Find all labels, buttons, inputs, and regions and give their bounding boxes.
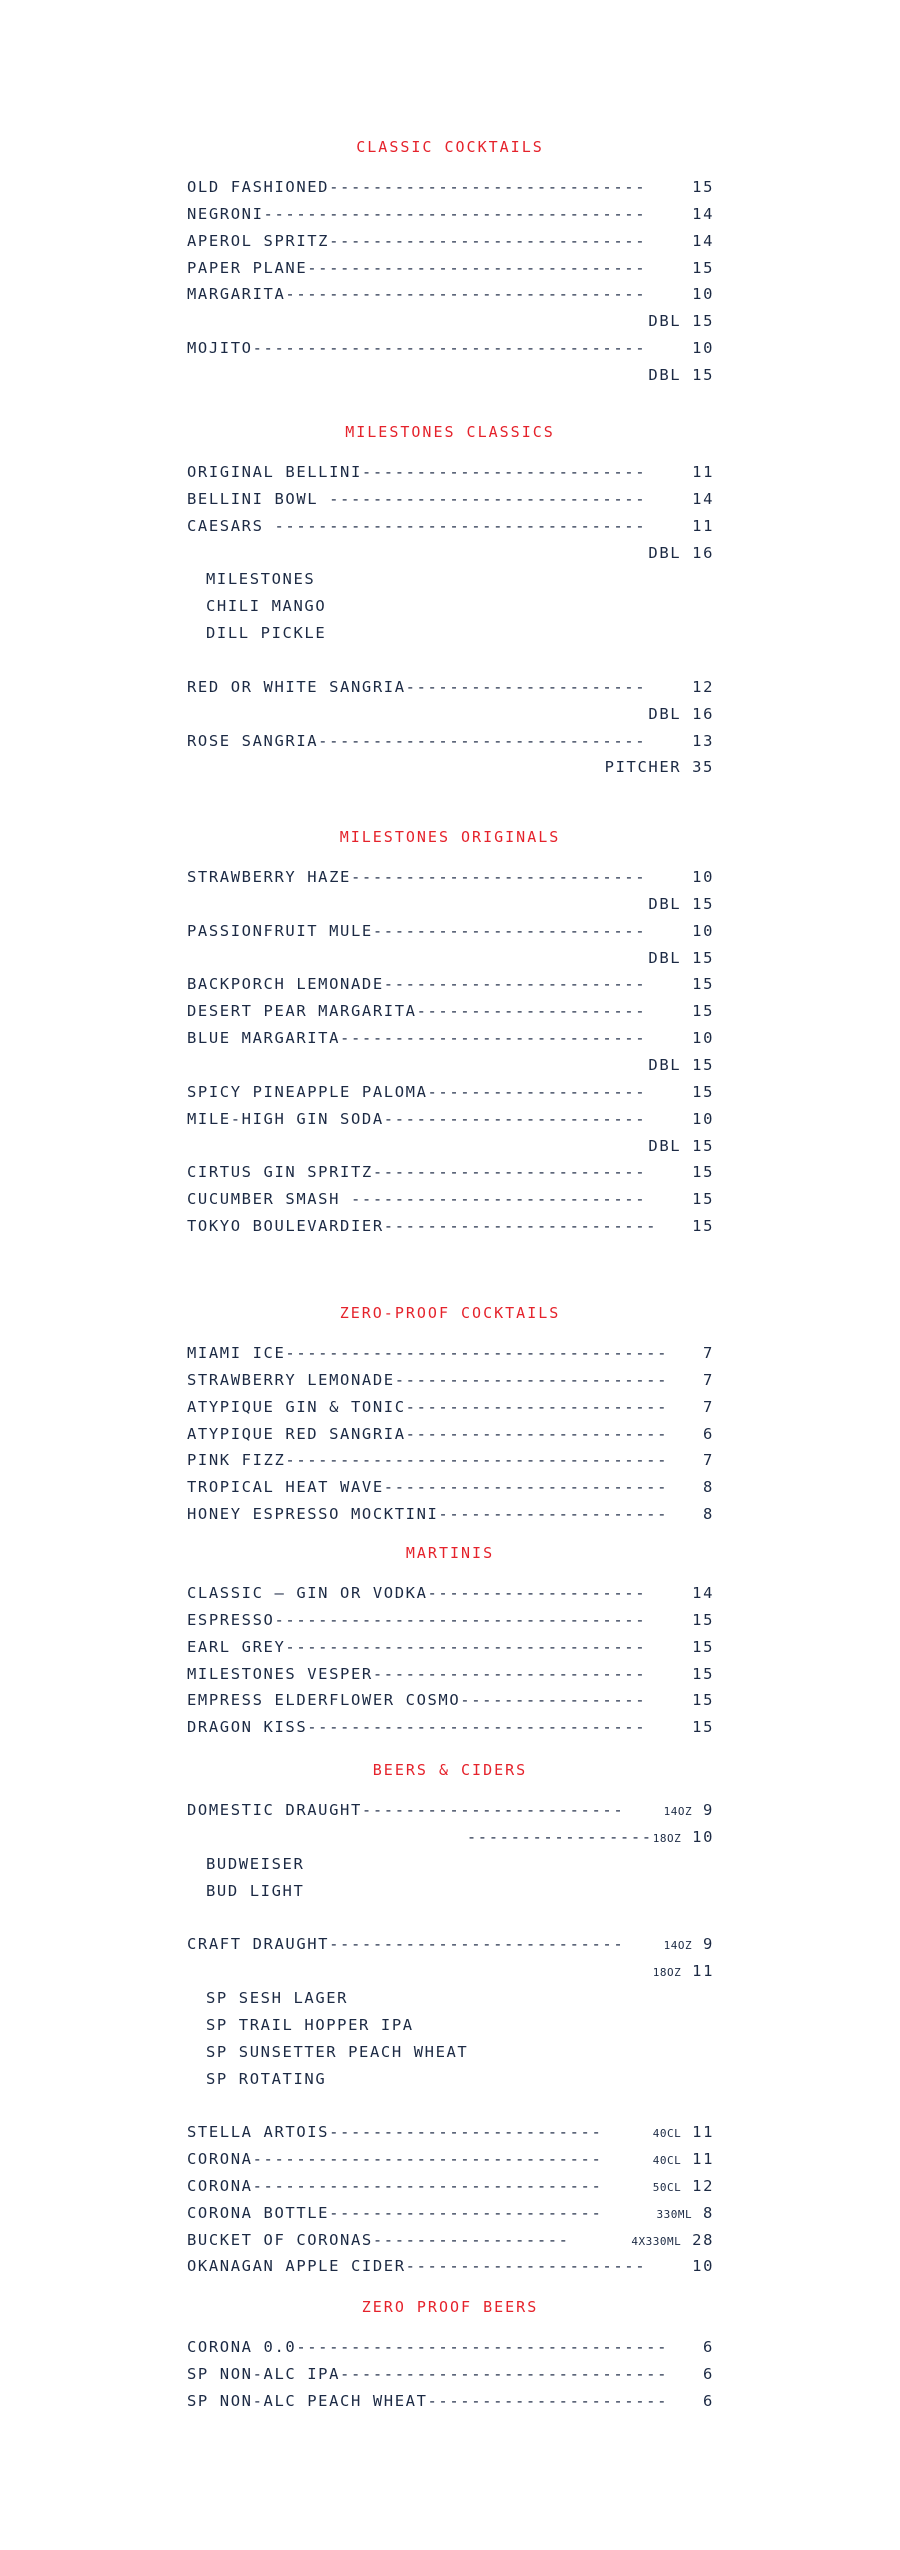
price-variant: PITCHER 35	[604, 758, 714, 777]
menu-item	[187, 677, 714, 697]
serving-size: 50CL	[652, 2180, 682, 2194]
menu-item	[187, 2337, 714, 2357]
item-name: CUCUMBER SMASH ---------------------------	[187, 1190, 647, 1209]
item-price: 8	[692, 1505, 714, 1524]
item-price: 6	[692, 2391, 714, 2410]
item-price: 15	[681, 1082, 714, 1101]
menu-item	[187, 231, 714, 251]
item-name: BELLINI BOWL -----------------------------	[187, 489, 647, 508]
item-price: 15	[681, 1163, 714, 1182]
item-name: RED OR WHITE SANGRIA----------------------	[187, 677, 647, 696]
item-price: 15	[681, 1691, 714, 1710]
item-name: SP NON-ALC IPA------------------------------	[187, 2364, 668, 2383]
menu-item	[187, 204, 714, 224]
price-variant: 18OZ 11	[652, 1962, 714, 1981]
item-name: ORIGINAL BELLINI--------------------------	[187, 463, 647, 481]
price-variant: DBL 15	[648, 948, 714, 967]
menu-item	[187, 867, 714, 887]
item-price: 15	[681, 1664, 714, 1683]
item-price: 50CL 12	[652, 2176, 714, 2195]
sub-item: DILL PICKLE	[206, 624, 327, 643]
menu-item	[187, 1504, 714, 1524]
price-variant: DBL 15	[648, 1055, 714, 1074]
menu-item	[187, 1343, 714, 1363]
price-variant: DBL 15	[648, 312, 714, 331]
serving-size: 330ML	[656, 2207, 693, 2221]
menu-item	[187, 731, 714, 751]
menu-item	[187, 1028, 714, 1048]
price-variant: -----------------18OZ 10	[466, 1827, 714, 1846]
item-price: 6	[692, 1424, 714, 1443]
menu-item	[187, 1189, 714, 1209]
item-price: 10	[681, 921, 714, 940]
serving-size: 14OZ	[663, 1805, 693, 1818]
item-price: 7	[692, 1344, 714, 1362]
item-price: 14OZ 9	[663, 1801, 714, 1819]
menu-item	[187, 2203, 714, 2223]
item-name: DESERT PEAR MARGARITA---------------------	[187, 1002, 647, 1021]
menu-item	[187, 2256, 714, 2276]
item-price: 10	[681, 1109, 714, 1128]
menu-item	[187, 462, 714, 482]
item-name: ATYPIQUE RED SANGRIA------------------------	[187, 1424, 668, 1443]
item-name: MILE-HIGH GIN SODA------------------------	[187, 1109, 647, 1128]
serving-size: 4X330ML	[631, 2234, 682, 2248]
menu-item	[187, 1162, 714, 1182]
section-heading: ZERO PROOF BEERS	[361, 2298, 539, 2316]
price-variant: DBL 15	[648, 365, 714, 384]
item-price: 15	[681, 1718, 714, 1737]
item-name: TOKYO BOULEVARDIER-------------------------	[187, 1217, 658, 1236]
serving-size: 18OZ	[652, 1831, 682, 1845]
sub-item: SP SUNSETTER PEACH WHEAT	[206, 2042, 469, 2061]
menu-item	[187, 1637, 714, 1657]
item-price: 15	[681, 1217, 714, 1236]
item-name: OKANAGAN APPLE CIDER----------------------	[187, 2257, 647, 2276]
item-name: EARL GREY---------------------------------	[187, 1637, 647, 1656]
menu-item	[187, 974, 714, 994]
item-name: OLD FASHIONED-----------------------------	[187, 178, 647, 196]
menu-item	[187, 1664, 714, 1684]
item-name: MILESTONES VESPER-------------------------	[187, 1664, 647, 1683]
menu-item	[187, 1934, 714, 1954]
item-name: MOJITO------------------------------------	[187, 339, 647, 358]
item-name: PAPER PLANE-------------------------------	[187, 258, 647, 277]
item-price: 14	[681, 204, 714, 223]
item-price: 15	[681, 258, 714, 277]
menu-item	[187, 2364, 714, 2384]
item-name: CORONA--------------------------------	[187, 2176, 614, 2195]
serving-size: 18OZ	[652, 1966, 682, 1980]
sub-item: SP SESH LAGER	[206, 1988, 349, 2007]
sub-item: SP ROTATING	[206, 2069, 327, 2088]
section-heading: CLASSIC COCKTAILS	[356, 138, 544, 156]
item-price: 14	[681, 489, 714, 508]
item-price: 7	[692, 1451, 714, 1470]
price-variant: DBL 15	[648, 894, 714, 913]
item-price: 8	[692, 1478, 714, 1497]
item-price: 15	[681, 1002, 714, 1021]
menu-item	[187, 1690, 714, 1710]
menu-item	[187, 2391, 714, 2411]
menu-item	[187, 1450, 714, 1470]
item-name: BUCKET OF CORONAS------------------	[187, 2230, 581, 2249]
menu-item	[187, 1370, 714, 1390]
item-price: 40CL 11	[652, 2123, 714, 2142]
price-variant: DBL 16	[648, 704, 714, 723]
menu-item	[187, 1082, 714, 1102]
item-name: STRAWBERRY HAZE---------------------------	[187, 868, 647, 886]
item-price: 4X330ML 28	[631, 2230, 714, 2249]
item-price: 14	[681, 231, 714, 250]
serving-size: 40CL	[652, 2127, 682, 2141]
item-price: 13	[681, 731, 714, 750]
section-heading: ZERO-PROOF COCKTAILS	[339, 1304, 561, 1322]
item-price: 6	[692, 2338, 714, 2356]
menu-item	[187, 921, 714, 941]
menu-item	[187, 284, 714, 304]
menu-item	[187, 2122, 714, 2142]
section-heading: MILESTONES ORIGINALS	[339, 828, 561, 846]
price-variant: DBL 15	[648, 1136, 714, 1155]
menu-item	[187, 1610, 714, 1630]
sub-item: MILESTONES	[206, 570, 316, 589]
sub-item: BUD LIGHT	[206, 1881, 305, 1900]
item-name: CAESARS ----------------------------------	[187, 516, 647, 535]
menu-item	[187, 177, 714, 197]
item-name: DRAGON KISS-------------------------------	[187, 1718, 647, 1737]
item-price: 15	[681, 1190, 714, 1209]
item-name: BLUE MARGARITA----------------------------	[187, 1029, 647, 1048]
sub-item: SP TRAIL HOPPER IPA	[206, 2015, 414, 2034]
item-price: 14OZ 9	[663, 1935, 714, 1954]
item-name: MIAMI ICE-----------------------------------	[187, 1344, 668, 1362]
item-name: MARGARITA---------------------------------	[187, 285, 647, 304]
item-name: TROPICAL HEAT WAVE--------------------------	[187, 1478, 668, 1497]
menu-item	[187, 2149, 714, 2169]
item-price: 7	[692, 1370, 714, 1389]
item-price: 40CL 11	[652, 2150, 714, 2169]
menu-item	[187, 1424, 714, 1444]
item-name: DOMESTIC DRAUGHT------------------------	[187, 1801, 636, 1819]
item-price: 14	[681, 1584, 714, 1602]
item-price: 15	[681, 178, 714, 196]
menu-item	[187, 1583, 714, 1603]
item-price: 6	[692, 2364, 714, 2383]
item-name: PASSIONFRUIT MULE-------------------------	[187, 921, 647, 940]
item-price: 10	[681, 868, 714, 886]
item-price: 11	[681, 516, 714, 535]
menu-item	[187, 2230, 714, 2250]
item-name: CORONA 0.0----------------------------------	[187, 2338, 668, 2356]
sub-item: CHILI MANGO	[206, 597, 327, 616]
item-price: 11	[681, 463, 714, 481]
item-name: CIRTUS GIN SPRITZ-------------------------	[187, 1163, 647, 1182]
item-price: 7	[692, 1397, 714, 1416]
serving-size: 14OZ	[663, 1939, 693, 1953]
menu-item	[187, 1216, 714, 1236]
item-name: STRAWBERRY LEMONADE-------------------------	[187, 1370, 668, 1389]
sub-item: BUDWEISER	[206, 1854, 305, 1873]
menu-item	[187, 2176, 714, 2196]
menu-item	[187, 1001, 714, 1021]
item-name: ROSE SANGRIA------------------------------	[187, 731, 647, 750]
section-heading: BEERS & CIDERS	[372, 1761, 528, 1779]
item-name: CORONA BOTTLE-------------------------	[187, 2203, 614, 2222]
menu-item	[187, 516, 714, 536]
item-price: 10	[681, 1029, 714, 1048]
item-name: CLASSIC – GIN OR VODKA--------------------	[187, 1584, 647, 1602]
item-price: 15	[681, 1637, 714, 1656]
menu-item	[187, 489, 714, 509]
menu-item	[187, 1800, 714, 1820]
price-variant: DBL 16	[648, 543, 714, 562]
item-name: STELLA ARTOIS-------------------------	[187, 2123, 614, 2142]
item-price: 15	[681, 1610, 714, 1629]
item-name: NEGRONI-----------------------------------	[187, 204, 647, 223]
item-price: 15	[681, 975, 714, 994]
menu-item	[187, 338, 714, 358]
item-price: 10	[681, 2257, 714, 2276]
item-name: ESPRESSO----------------------------------	[187, 1610, 647, 1629]
item-name: BACKPORCH LEMONADE------------------------	[187, 975, 647, 994]
menu-item	[187, 1717, 714, 1737]
section-heading: MARTINIS	[405, 1544, 495, 1562]
item-name: CRAFT DRAUGHT---------------------------	[187, 1935, 636, 1954]
item-price: 10	[681, 339, 714, 358]
menu-item	[187, 1397, 714, 1417]
serving-size: 40CL	[652, 2154, 682, 2168]
item-price: 12	[681, 677, 714, 696]
item-name: SPICY PINEAPPLE PALOMA--------------------	[187, 1082, 647, 1101]
item-name: CORONA--------------------------------	[187, 2150, 614, 2169]
item-name: EMPRESS ELDERFLOWER COSMO-----------------	[187, 1691, 647, 1710]
item-name: HONEY ESPRESSO MOCKTINI---------------------	[187, 1505, 668, 1524]
item-name: APEROL SPRITZ-----------------------------	[187, 231, 647, 250]
menu-item	[187, 258, 714, 278]
item-price: 330ML 8	[656, 2203, 714, 2222]
item-name: SP NON-ALC PEACH WHEAT----------------------	[187, 2391, 668, 2410]
menu-item	[187, 1477, 714, 1497]
item-name: PINK FIZZ-----------------------------------	[187, 1451, 668, 1470]
menu-item	[187, 1109, 714, 1129]
item-price: 10	[681, 285, 714, 304]
item-name: ATYPIQUE GIN & TONIC------------------------	[187, 1397, 668, 1416]
section-heading: MILESTONES CLASSICS	[345, 423, 555, 441]
